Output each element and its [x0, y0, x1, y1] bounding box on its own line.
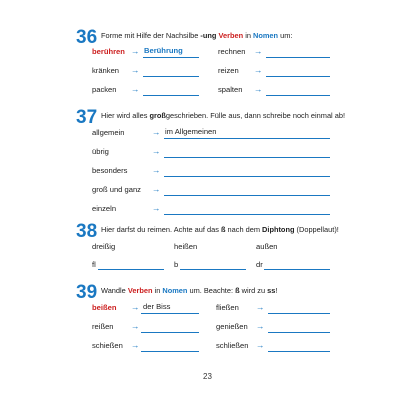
exercise-39-number: 39 — [76, 282, 98, 303]
ex39-word-3: schießen — [92, 341, 123, 350]
arrow-icon: → — [131, 340, 140, 350]
ex37-word-4: groß und ganz — [92, 185, 141, 194]
exercise-38-instruction: Hier darfst du reimen. Achte auf das ß nach dem Diphtong (Doppellaut)! — [101, 225, 339, 234]
ex38-rhyme-line-3[interactable] — [264, 269, 330, 270]
arrow-icon: → — [152, 184, 161, 194]
ex37-word-1: allgemein — [92, 128, 125, 137]
arrow-icon: → — [131, 321, 140, 331]
ex38-stem-3: dr — [256, 260, 263, 269]
ex39-answer-line-2[interactable] — [141, 332, 199, 333]
ex36-word-3: packen — [92, 85, 117, 94]
ex36-answer-line-3[interactable] — [143, 95, 199, 96]
ex37-answer-line-3[interactable] — [164, 176, 330, 177]
ex39-right-word-2: genießen — [216, 322, 248, 331]
arrow-icon: → — [131, 65, 140, 75]
ex36-right-word-1: rechnen — [218, 47, 246, 56]
arrow-icon: → — [152, 146, 161, 156]
exercise-37-number: 37 — [76, 107, 98, 128]
exercise-37-instruction: Hier wird alles großgeschrieben. Fülle aus, dann schreibe noch einmal ab! — [101, 111, 346, 120]
ex36-right-line-2[interactable] — [266, 76, 330, 77]
ex38-stem-2: b — [174, 260, 179, 269]
ex37-word-2: übrig — [92, 147, 109, 156]
ex36-word-1: berühren — [92, 47, 125, 56]
ex36-answer-1: Berührung — [144, 46, 183, 55]
ex39-answer-line-1[interactable] — [141, 313, 199, 314]
ex38-word-2: heißen — [174, 242, 198, 251]
ex39-word-2: reißen — [92, 322, 114, 331]
arrow-icon: → — [131, 302, 140, 312]
ex37-answer-line-1[interactable] — [164, 138, 330, 139]
ex36-right-word-3: spalten — [218, 85, 243, 94]
ex39-answer-1: der Biss — [143, 302, 171, 311]
ex36-right-line-1[interactable] — [266, 57, 330, 58]
arrow-icon: → — [131, 84, 140, 94]
ex37-word-3: besonders — [92, 166, 128, 175]
ex39-answer-line-3[interactable] — [141, 351, 199, 352]
ex38-word-1: dreißig — [92, 242, 116, 251]
arrow-icon: → — [256, 302, 265, 312]
ex39-right-line-3[interactable] — [268, 351, 330, 352]
arrow-icon: → — [256, 340, 265, 350]
ex37-answer-line-2[interactable] — [164, 157, 330, 158]
ex39-right-word-1: fließen — [216, 303, 239, 312]
page-number: 23 — [203, 372, 212, 381]
ex36-right-word-2: reizen — [218, 66, 239, 75]
arrow-icon: → — [254, 65, 263, 75]
exercise-36-instruction: Forme mit Hilfe der Nachsilbe -ung Verben in Nomen um: — [101, 31, 293, 40]
ex37-answer-1: im Allgemeinen — [165, 127, 217, 136]
ex38-stem-1: fl — [92, 260, 96, 269]
ex39-word-1: beißen — [92, 303, 117, 312]
ex39-right-word-3: schließen — [216, 341, 249, 350]
arrow-icon: → — [131, 46, 140, 56]
ex38-rhyme-line-2[interactable] — [180, 269, 246, 270]
ex37-word-5: einzeln — [92, 204, 117, 213]
ex39-right-line-1[interactable] — [268, 313, 330, 314]
ex37-answer-line-5[interactable] — [164, 214, 330, 215]
ex38-word-3: außen — [256, 242, 278, 251]
arrow-icon: → — [254, 84, 263, 94]
ex38-rhyme-line-1[interactable] — [98, 269, 164, 270]
ex36-answer-line-2[interactable] — [143, 76, 199, 77]
arrow-icon: → — [254, 46, 263, 56]
exercise-38-number: 38 — [76, 221, 98, 242]
ex36-word-2: kränken — [92, 66, 120, 75]
exercise-39-instruction: Wandle Verben in Nomen um. Beachte: ß wird zu ss! — [101, 286, 278, 295]
arrow-icon: → — [152, 165, 161, 175]
exercise-36-number: 36 — [76, 27, 98, 48]
arrow-icon: → — [152, 127, 161, 137]
arrow-icon: → — [152, 203, 161, 213]
arrow-icon: → — [256, 321, 265, 331]
ex39-right-line-2[interactable] — [268, 332, 330, 333]
ex36-right-line-3[interactable] — [266, 95, 330, 96]
ex37-answer-line-4[interactable] — [164, 195, 330, 196]
ex36-answer-line-1[interactable] — [143, 57, 199, 58]
